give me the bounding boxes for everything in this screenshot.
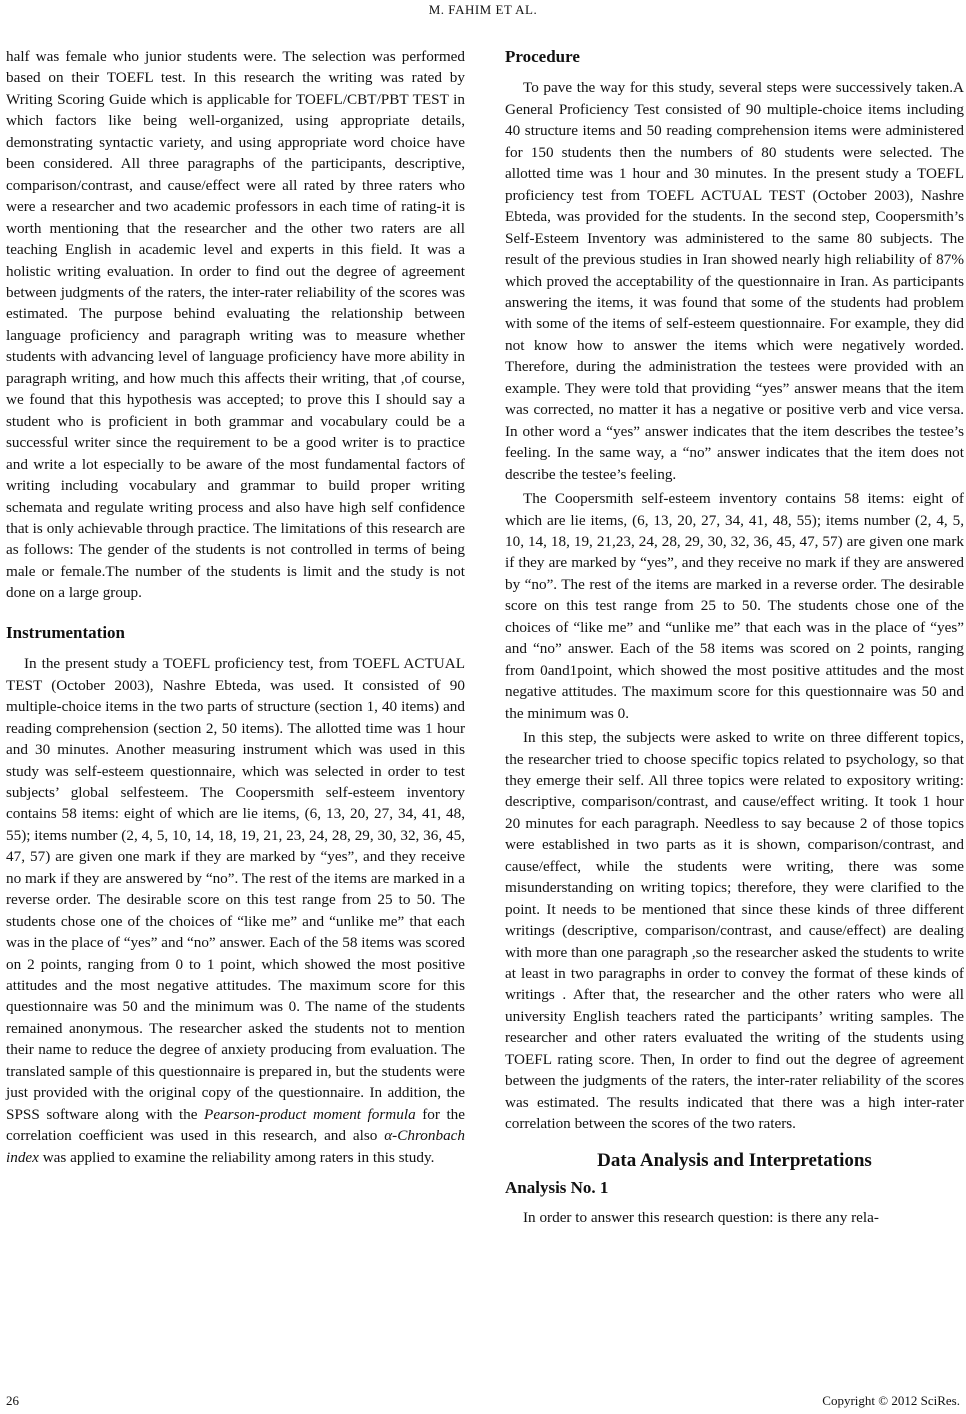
procedure-paragraph-2: The Coopersmith self-esteem inventory contains 58 items: eight of which are lie items, (6, 13, 20, 27, 34, 41, 48, 55); items number (2, 4, 5, 10, 14, 18, 19, 21,23, 24, 28, 29, 30, 32, 36, 45, 47, 57) are given one mark if they are marked by “yes”, and they receive no mark if they are answered by “no”. The rest of the items are marked in a reverse order. The desirable score on this test range from 25 to 50. The students chose one of the choices of “like me” and “unlike me” that each was in the place of “yes” and “no” answer. Each of the 58 items was scored on 2 points, ranging from 0and1point, which showed the most positive attitudes and the most negative attitudes. The maximum score for this questionnaire was 50 and the minimum was 0. (505, 490, 964, 722)
analysis-paragraph: In order to answer this research question: is there any rela- (523, 1208, 879, 1226)
page-number: 26 (6, 1393, 19, 1408)
procedure-paragraph-1: To pave the way for this study, several steps were successively taken.A General Proficiency Test consisted of 90 multiple-choice items including 40 structure items and 50 reading comprehension items were administered for 150 students then the numbers of 80 students were selected. The allotted time was 1 hour and 30 minutes. In the present study a TOEFL proficiency test from TOEFL ACTUAL TEST (October 2003), Nashre Ebteda, was provided for the students. In the second step, Coopersmith’s Self-Esteem Inventory was administered to the same 80 subjects. The result of the previous studies in Iran showed nearly high reliability of 87% which proved the acceptability of the questionnaire in Iran. As participants answering the items, it was found that some of the students had problem with some of the items of self-esteem questionnaire. For example, they did not know how to answer the items which were negatively worded. Therefore, during the administration the testees were provided with an example. They were told that providing “yes” answer means that the item was corrected, no matter it has a negative or positive verb and vice versa. In other word a “yes” answer indicates that the item describes the testee’s feeling. In the same way, a “no” answer indicates that the item does not describe the testee’s feeling. (505, 79, 964, 483)
right-column (505, 46, 964, 1228)
data-analysis-heading: Data Analysis and Interpretations (597, 1149, 872, 1171)
instrumentation-text-a: In the present study a TOEFL proficiency test, from TOEFL ACTUAL TEST (October 2003), Nashre Ebteda, was used. It consisted of 90 multiple-choice items in the two parts of structure (section 1, 40 items) and reading comprehension (section 2, 50 items). The allotted time was 1 hour and 30 minutes. Another measuring instrument which was used in this study was self-esteem questionnaire, which was selected in order to test subjects’ global selfesteem. The Coopersmith self-esteem inventory contains 58 items: eight of which are lie items, (6, 13, 20, 27, 34, 41, 48, 55); items number (2, 4, 5, 10, 14, 18, 19, 21, 23, 24, 28, 29, 30, 32, 36, 45, 47, 57) are given one mark if they are marked by “yes”, and they receive no mark if they are answered by “no”. The rest of the items are marked in a reverse order. The desirable score on this test range from 25 to 50. The students chose one of the choices of “like me” and “unlike me” that each was in the place of “yes” and “no” answer. Each of the 58 items was scored on 2 points, ranging from 0 to 1 point, which showed the most positive attitudes and the most negative attitudes. The maximum score for this questionnaire was 50 and the minimum was 0. The name of the students remained anonymous. The researcher asked the students not to mention their name to reduce the degree of anxiety producing from evaluation. The translated sample of this questionnaire is prepared in, but the students were just provided with the original copy of the questionnaire. In addition, the SPSS software along with the (6, 655, 465, 1123)
pearson-formula-term: Pearson-product moment formula (204, 1105, 416, 1123)
analysis-no1-heading: Analysis No. 1 (505, 1178, 609, 1198)
instrumentation-heading: Instrumentation (6, 622, 126, 642)
running-head: M. FAHIM ET AL. (428, 2, 538, 17)
instrumentation-text-c: was applied to examine the reliability among raters in this study. (38, 1148, 435, 1166)
procedure-heading: Procedure (505, 47, 580, 66)
instrumentation-paragraph (6, 653, 465, 1168)
procedure-paragraph-3: In this step, the subjects were asked to write on three different topics, the researcher tried to choose specific topics related to psychology, so that they emerge their self. All three topics were related to expository writing: descriptive, comparison/contrast, and cause/effect writing. It took 1 hour 20 minutes for each paragraph. Needless to say because 2 of those topics were established in two parts as it is shown, comparison/contrast, and cause/effect, while the students were writing, there was some misunderstanding on writing topics; therefore, they were clarified to the point. It needs to be mentioned that since these kinds of three different writings (descriptive, comparison/contrast, and cause/effect) are dealing with more than one paragraph ,so the researcher asked the students to write at least in two paragraphs in order to convey the format of these kinds of writings . After that, the researcher and the other raters who were all university English teachers rated the participants’ writing samples. The researcher and other raters evaluated the writing of the students using TOEFL rating score. Then, In order to find out the degree of agreement between the judgments of the raters, the inter-rater reliability of the scores was estimated. The results indicated that there was a high inter-rater correlation between the scores of the two raters. (505, 729, 964, 1133)
intro-paragraph: half was female who junior students were. The selection was performed based on their TOEFL test. In this research the writing was rated by Writing Scoring Guide which is applicable for TOEFL/CBT/PBT TEST in which factors like being well-organized, using appropriate details, demonstrating syntactic variety, and using appropriate word choice have been considered. All three paragraphs of the participants, descriptive, comparison/contrast, and cause/effect were all rated by three raters who were a researcher and two academic professors in each time of rating-it is worth mentioning that the researcher and the other two raters are all teaching English in academic level and experts in this field. It was a holistic writing evaluation. In order to find out the degree of agreement between judgments of the raters, the inter-rater reliability of the scores was estimated. The purpose behind evaluating the relationship between language proficiency and paragraph writing was to measure whether students with advancing level of language proficiency have more ability in paragraph writing, and how much this affects their writing, that ,of course, we found that this hypothesis was accepted; to prove this I should say a student who is proficient in both grammar and vocabulary could be a successful writer since the requirement to be a good writer is to practice and write a lot especially to be aware of the most fundamental factors of writing including vocabulary and grammar to build proper writing schemata and regulate writing process and also have high self confidence that is only achievable through practice. The limitations of this research are as follows: The gender of the students is not controlled in terms of being male or female.The number of the students is limit and the study is not done on a large group. (6, 48, 465, 602)
instrumentation-text-b: for the correlation coefficient was used in this research, and also (6, 1105, 466, 1145)
left-column (6, 46, 465, 1168)
chronbach-index-term: α-Chronbach index (6, 1127, 465, 1166)
copyright-notice: Copyright © 2012 SciRes. (822, 1393, 960, 1408)
